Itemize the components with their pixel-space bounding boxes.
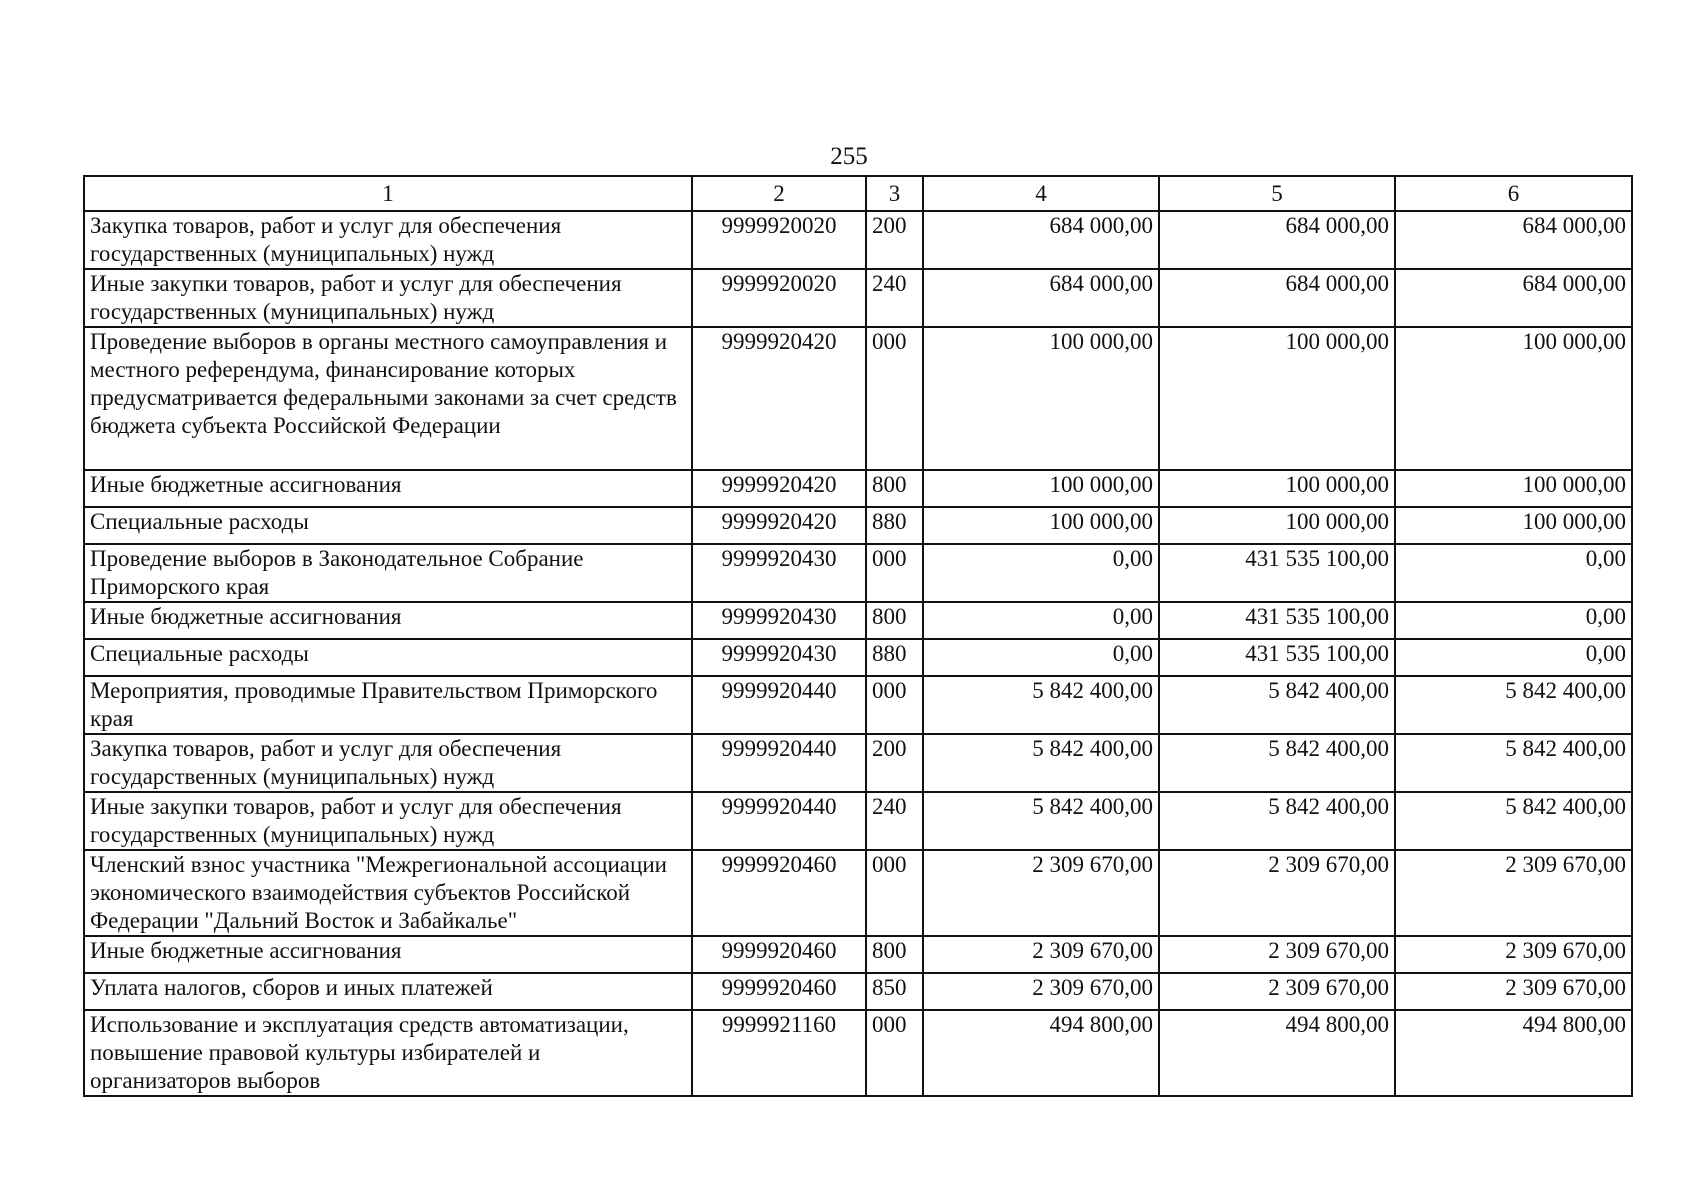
expense-type: 000 <box>866 676 923 734</box>
item-name: Специальные расходы <box>84 639 692 676</box>
amount-col6: 5 842 400,00 <box>1395 676 1632 734</box>
expense-type: 800 <box>866 470 923 507</box>
table-row <box>84 676 1632 734</box>
item-name: Членский взнос участника "Межрегиональной ассоциации экономического взаимодействия субъектов Российской Федерации "Дальний Восток и Забайкалье" <box>84 850 692 936</box>
amount-col4: 5 842 400,00 <box>923 676 1159 734</box>
amount-col4: 5 842 400,00 <box>923 734 1159 792</box>
table-row <box>84 211 1632 269</box>
amount-col5: 100 000,00 <box>1159 470 1395 507</box>
amount-col4: 100 000,00 <box>923 470 1159 507</box>
column-header: 2 <box>692 176 866 211</box>
table-row <box>84 792 1632 850</box>
expense-type: 240 <box>866 269 923 327</box>
target-code: 9999920460 <box>692 850 866 936</box>
item-name: Иные закупки товаров, работ и услуг для обеспечения государственных (муниципальных) нужд <box>84 269 692 327</box>
amount-col6: 100 000,00 <box>1395 470 1632 507</box>
expense-type: 200 <box>866 734 923 792</box>
amount-col5: 494 800,00 <box>1159 1010 1395 1096</box>
table-row <box>84 269 1632 327</box>
amount-col6: 5 842 400,00 <box>1395 734 1632 792</box>
amount-col5: 684 000,00 <box>1159 211 1395 269</box>
target-code: 9999920420 <box>692 470 866 507</box>
table-row <box>84 1010 1632 1096</box>
table-row <box>84 936 1632 973</box>
column-header: 6 <box>1395 176 1632 211</box>
target-code: 9999920420 <box>692 507 866 544</box>
table-row <box>84 850 1632 936</box>
amount-col5: 5 842 400,00 <box>1159 734 1395 792</box>
expense-type: 880 <box>866 639 923 676</box>
amount-col6: 5 842 400,00 <box>1395 792 1632 850</box>
expense-type: 000 <box>866 327 923 470</box>
target-code: 9999920440 <box>692 676 866 734</box>
target-code: 9999920460 <box>692 973 866 1010</box>
column-header: 5 <box>1159 176 1395 211</box>
item-name: Иные бюджетные ассигнования <box>84 602 692 639</box>
target-code: 9999920420 <box>692 327 866 470</box>
amount-col6: 684 000,00 <box>1395 211 1632 269</box>
amount-col4: 0,00 <box>923 639 1159 676</box>
amount-col6: 2 309 670,00 <box>1395 973 1632 1010</box>
expense-type: 850 <box>866 973 923 1010</box>
amount-col4: 5 842 400,00 <box>923 792 1159 850</box>
table-row <box>84 602 1632 639</box>
amount-col5: 5 842 400,00 <box>1159 792 1395 850</box>
amount-col6: 100 000,00 <box>1395 327 1632 470</box>
target-code: 9999920440 <box>692 734 866 792</box>
target-code: 9999920440 <box>692 792 866 850</box>
item-name: Использование и эксплуатация средств автоматизации, повышение правовой культуры избирателей и организаторов выборов <box>84 1010 692 1096</box>
target-code: 9999920020 <box>692 211 866 269</box>
table-row <box>84 544 1632 602</box>
amount-col4: 2 309 670,00 <box>923 850 1159 936</box>
amount-col5: 2 309 670,00 <box>1159 936 1395 973</box>
target-code: 9999920460 <box>692 936 866 973</box>
expense-type: 800 <box>866 602 923 639</box>
amount-col5: 431 535 100,00 <box>1159 639 1395 676</box>
amount-col4: 2 309 670,00 <box>923 936 1159 973</box>
amount-col5: 5 842 400,00 <box>1159 676 1395 734</box>
budget-table <box>83 175 1633 1097</box>
item-name: Закупка товаров, работ и услуг для обеспечения государственных (муниципальных) нужд <box>84 211 692 269</box>
amount-col4: 684 000,00 <box>923 211 1159 269</box>
amount-col4: 684 000,00 <box>923 269 1159 327</box>
amount-col5: 100 000,00 <box>1159 507 1395 544</box>
amount-col5: 2 309 670,00 <box>1159 973 1395 1010</box>
item-name: Проведение выборов в органы местного самоуправления и местного референдума, финансирование которых предусматривается федеральными законами за счет средств бюджета субъекта Российской Федерации <box>84 327 692 470</box>
page-number: 255 <box>830 143 868 170</box>
expense-type: 200 <box>866 211 923 269</box>
amount-col6: 494 800,00 <box>1395 1010 1632 1096</box>
target-code: 9999921160 <box>692 1010 866 1096</box>
item-name: Уплата налогов, сборов и иных платежей <box>84 973 692 1010</box>
amount-col4: 494 800,00 <box>923 1010 1159 1096</box>
target-code: 9999920430 <box>692 602 866 639</box>
amount-col4: 100 000,00 <box>923 507 1159 544</box>
expense-type: 880 <box>866 507 923 544</box>
item-name: Иные бюджетные ассигнования <box>84 936 692 973</box>
item-name: Мероприятия, проводимые Правительством Приморского края <box>84 676 692 734</box>
amount-col6: 100 000,00 <box>1395 507 1632 544</box>
amount-col4: 0,00 <box>923 544 1159 602</box>
item-name: Иные закупки товаров, работ и услуг для обеспечения государственных (муниципальных) нужд <box>84 792 692 850</box>
amount-col5: 100 000,00 <box>1159 327 1395 470</box>
table-row <box>84 639 1632 676</box>
table-row <box>84 734 1632 792</box>
target-code: 9999920020 <box>692 269 866 327</box>
table-row <box>84 507 1632 544</box>
target-code: 9999920430 <box>692 639 866 676</box>
table-row <box>84 973 1632 1010</box>
expense-type: 240 <box>866 792 923 850</box>
item-name: Проведение выборов в Законодательное Собрание Приморского края <box>84 544 692 602</box>
amount-col6: 0,00 <box>1395 639 1632 676</box>
expense-type: 000 <box>866 544 923 602</box>
expense-type: 000 <box>866 850 923 936</box>
amount-col6: 2 309 670,00 <box>1395 936 1632 973</box>
item-name: Закупка товаров, работ и услуг для обеспечения государственных (муниципальных) нужд <box>84 734 692 792</box>
amount-col6: 2 309 670,00 <box>1395 850 1632 936</box>
target-code: 9999920430 <box>692 544 866 602</box>
amount-col6: 0,00 <box>1395 602 1632 639</box>
column-header: 1 <box>84 176 692 211</box>
header-row <box>84 176 1632 211</box>
expense-type: 000 <box>866 1010 923 1096</box>
table-row <box>84 470 1632 507</box>
column-header: 3 <box>866 176 923 211</box>
amount-col6: 0,00 <box>1395 544 1632 602</box>
amount-col5: 431 535 100,00 <box>1159 602 1395 639</box>
table-row <box>84 327 1632 470</box>
amount-col5: 684 000,00 <box>1159 269 1395 327</box>
expense-type: 800 <box>866 936 923 973</box>
amount-col5: 431 535 100,00 <box>1159 544 1395 602</box>
item-name: Специальные расходы <box>84 507 692 544</box>
amount-col4: 100 000,00 <box>923 327 1159 470</box>
column-header: 4 <box>923 176 1159 211</box>
amount-col6: 684 000,00 <box>1395 269 1632 327</box>
item-name: Иные бюджетные ассигнования <box>84 470 692 507</box>
amount-col5: 2 309 670,00 <box>1159 850 1395 936</box>
amount-col4: 2 309 670,00 <box>923 973 1159 1010</box>
amount-col4: 0,00 <box>923 602 1159 639</box>
